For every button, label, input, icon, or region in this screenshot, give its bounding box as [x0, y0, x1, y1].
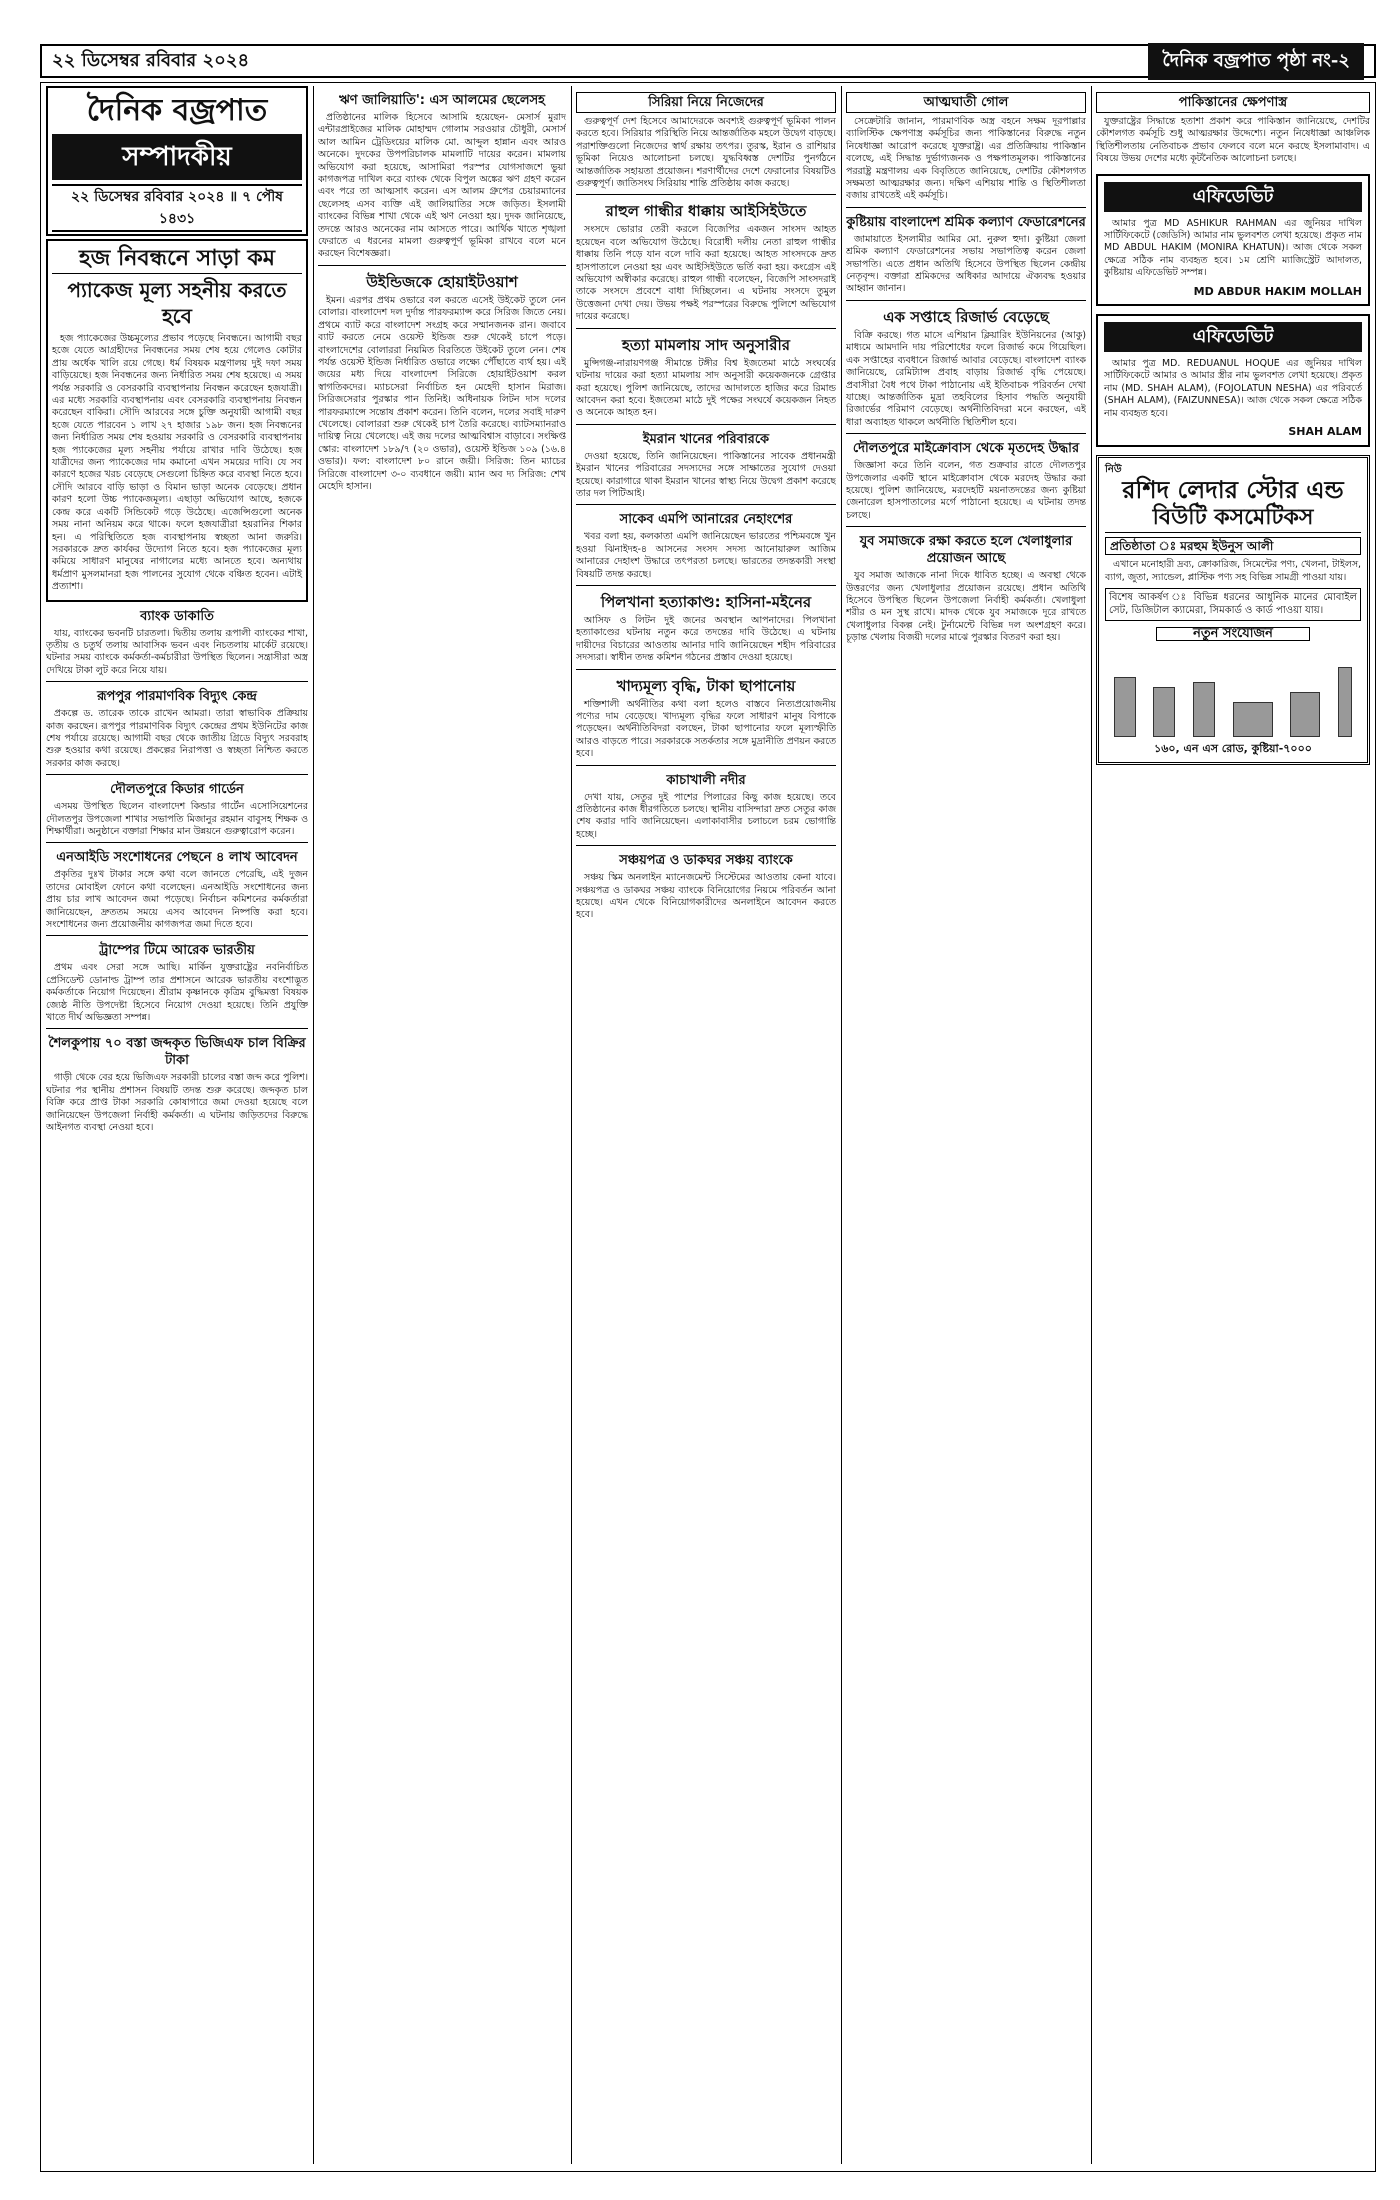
masthead: [46, 86, 308, 236]
article-headline: ঋণ জালিয়াতি': এস আলমের ছেলেসহ: [338, 93, 545, 108]
affidavit-signature: SHAH ALAM: [1288, 425, 1362, 439]
article-headline: পিলখানা হত্যাকাণ্ড: হাসিনা-মইনের: [600, 592, 812, 611]
shop-name: রশিদ লেদার স্টোর এন্ড: [1122, 475, 1344, 504]
page-header-bar: [40, 44, 1376, 78]
article-body: ইমন। এরপর প্রথম ওভারে বল করতে এসেই উইকেট তুলে নেন বোলার। বাংলাদেশ দল দুর্দান্ত পারফরম্যান্স করে সিরিজ জিতে নেয়। প্রথমে ব্যাট করে বাংলাদেশ সংগ্রহ করে সম্মানজনক রান। জবাবে ব্যাট করতে নেমে ওয়েস্ট ইন্ডিজ শুরু থেকেই চাপে পড়ে। বাংলাদেশের বোলাররা নিয়মিত বিরতিতে উইকেট তুলে নেন। শেষ পর্যন্ত ওয়েস্ট ইন্ডিজ নির্ধারিত ওভারে লক্ষ্যে পৌঁছাতে ব্যর্থ হয়। এই জয়ের মধ্য দিয়ে বাংলাদেশ সিরিজে হোয়াইটওয়াশ করল স্বাগতিকদের। ম্যাচসেরা নির্বাচিত হন মেহেদী হাসান মিরাজ। সিরিজসেরার পুরস্কার পান তিনিই। অধিনায়ক লিটন দাস দলের পারফরম্যান্সে সন্তোষ প্রকাশ করেন। তিনি বলেন, দলের সবাই দারুণ খেলেছে। বোলাররা শুরু থেকেই চাপ তৈরি করেছে। ব্যাটসম্যানরাও দায়িত্ব নিয়ে খেলেছে। এই জয় দলের আত্মবিশ্বাস বাড়াবে। সংক্ষিপ্ত স্কোর: বাংলাদেশ ১৮৯/৭ (২০ ওভার), ওয়েস্ট ইন্ডিজ ১০৯ (১৬.৪ ওভার)। ফল: বাংলাদেশ ৮০ রানে জয়ী। সিরিজ: তিন ম্যাচের সিরিজে বাংলাদেশ ৩-০ ব্যবধানে জয়ী। ম্যান অব দ্য সিরিজ: শেখ মেহেদি হাসান।: [318, 294, 566, 492]
article-divider: [576, 765, 836, 766]
article-body: প্রথম এবং সেরা সঙ্গে আছি। মার্কিন যুক্তরাষ্ট্রের নবনির্বাচিত প্রেসিডেন্ট ডোনাল্ড ট্রাম্প তার প্রশাসনে আরেক ভারতীয় বংশোদ্ভূত কর্মকর্তাকে নিয়োগ দিয়েছেন। শ্রীরাম কৃষ্ণানকে কৃত্রিম বুদ্ধিমত্তা বিষয়ক জ্যেষ্ঠ নীতি উপদেষ্টা হিসেবে নিয়োগ দেওয়া হয়েছে। তিনি প্রযুক্তি খাতে দীর্ঘ অভিজ্ঞতা সম্পন্ন।: [46, 962, 308, 1024]
header-page-label: দৈনিক বজ্রপাত পৃষ্ঠা নং-২: [1148, 43, 1364, 80]
affidavit-body: আমার পুত্র MD. REDUANUL HOQUE এর জুনিয়র দাখিল সার্টিফিকেটে আমার ও আমার স্ত্রীর নাম ভুলবশত লেখা হয়েছে। প্রকৃত নাম (MD. SHAH ALAM), (FOJOLATUN NESHA) এর পরিবর্তে (SHAH ALAM), (FAIZUNNESA)। আজ থেকে সকল ক্ষেত্রে সঠিক নাম ব্যবহৃত হবে।: [1104, 358, 1362, 419]
article-body: যুক্তরাষ্ট্রের সিদ্ধান্তে হতাশা প্রকাশ করে পাকিস্তান জানিয়েছে, দেশটির কৌশলগত কর্মসূচি শুধু আত্মরক্ষার উদ্দেশ্যে। নতুন নিষেধাজ্ঞা আঞ্চলিক স্থিতিশীলতায় নেতিবাচক প্রভাব ফেলবে বলে মনে করছে ইসলামাবাদ। এ বিষয়ে উভয় দেশের মধ্যে কূটনৈতিক আলোচনা চলছে।: [1096, 116, 1370, 165]
article-divider: [576, 845, 836, 846]
article-body: মুন্সিগঞ্জ-নারায়ণগঞ্জ সীমান্তে টঙ্গীর বিশ্ব ইজতেমা মাঠে সংঘর্ষের ঘটনায় দায়ের করা হত্যা মামলায় সাদ অনুসারী কয়েকজনকে গ্রেপ্তার করা হয়েছে। পুলিশ জানিয়েছে, তাদের আদালতে হাজির করে রিমান্ড আবেদন করা হবে। ইজতেমা মাঠে দুই পক্ষের সংঘর্ষে কয়েকজন নিহত ও অনেকে আহত হন।: [576, 357, 836, 419]
article-body: যায়, ব্যাংকের ভবনটি চারতলা। দ্বিতীয় তলায় রূপালী ব্যাংকের শাখা, তৃতীয় ও চতুর্থ তলায় আবাসিক ভবন এবং নিচতলায় মার্কেট রয়েছে। ঘটনার সময় ব্যাংকে কর্মকর্তা-কর্মচারীরা উপস্থিত ছিলেন। সন্ত্রাসীরা অস্ত্র দেখিয়ে টাকা লুট করে নিয়ে যায়।: [46, 627, 308, 676]
article-divider: [846, 526, 1086, 527]
article-body: দেওয়া হয়েছে, তিনি জানিয়েছেন। পাকিস্তানের সাবেক প্রধানমন্ত্রী ইমরান খানের পরিবারের সদস্যদের সঙ্গে সাক্ষাতের সুযোগ দেওয়া হয়েছে। কারাগারে থাকা ইমরান খানের স্বাস্থ্য নিয়ে উদ্বেগ প্রকাশ করেছে তার দল পিটিআই।: [576, 450, 836, 499]
shop-advertisement: [1096, 455, 1370, 765]
affidavit-title: এফিডেভিট: [1104, 182, 1362, 212]
article-body: প্রতিষ্ঠানের মালিক হিসেবে আসামি হয়েছেন- মেসার্স মুরাদ এন্টারপ্রাইজের মালিক মোহাম্মদ গোলাম সরওয়ার চৌধুরী, মেসার্স আল আমিন ট্রেডিংয়ের মালিক মো. আব্দুল হান্নান এবং আরও অনেকে। দুদকের উপপরিচালক মামলাটি দায়ের করেন। মামলায় অভিযোগ করা হয়েছে, আসামিরা পরস্পর যোগসাজশে ভুয়া কাগজপত্র দাখিল করে ব্যাংক থেকে বিপুল অঙ্কের ঋণ গ্রহণ করেন এবং পরে তা আত্মসাৎ করেন। এস আলম গ্রুপের চেয়ারম্যানের ছেলেসহ এসব ব্যক্তি এই জালিয়াতির সঙ্গে জড়িত। ইসলামী ব্যাংকের বিভিন্ন শাখা থেকে এই ঋণ নেওয়া হয়। দুদক জানিয়েছে, তদন্তে আরও অনেকের নাম আসতে পারে। আর্থিক খাতে শৃঙ্খলা ফেরাতে এ ধরনের মামলা গুরুত্বপূর্ণ ভূমিকা রাখবে বলে মনে করছেন বিশেষজ্ঞরা।: [318, 112, 566, 260]
article-headline: রূপপুর পারমাণবিক বিদ্যুৎ কেন্দ্র: [97, 689, 257, 705]
article-body: গুরুত্বপূর্ণ দেশ হিসেবে আমাদেরকে অবশ্যই গুরুত্বপূর্ণ ভূমিকা পালন করতে হবে। সিরিয়ার পরিস্থিতি নিয়ে আন্তর্জাতিক মহলে উদ্বেগ বাড়ছে। পরাশক্তিগুলো নিজেদের স্বার্থ রক্ষায় তৎপর। তুরস্ক, ইরান ও রাশিয়ার ভূমিকা নিয়েও আলোচনা চলছে। যুদ্ধবিধ্বস্ত দেশটির পুনর্গঠনে আন্তর্জাতিক সহায়তা প্রয়োজন। শরণার্থীদের দেশে ফেরানোর বিষয়টিও গুরুত্বপূর্ণ। জাতিসংঘ সিরিয়ায় শান্তি প্রতিষ্ঠায় কাজ করছে।: [576, 116, 836, 190]
article-headline: খাদ্যমূল্য বৃদ্ধি, টাকা ছাপানোয়: [616, 676, 796, 695]
article-divider: [318, 265, 566, 266]
newspaper-name: দৈনিক বজ্রপাত: [86, 93, 268, 128]
column-divider: [1091, 86, 1092, 2164]
column-3: [576, 86, 836, 2161]
camera-icon: [1233, 702, 1273, 737]
article-body: দেখা যায়, সেতুর দুই পাশের পিলারের কিছু কাজ হয়েছে। তবে প্রতিষ্ঠানের কাজ ধীরগতিতে চলছে। স্থানীয় বাসিন্দারা দ্রুত সেতুর কাজ শেষ করার দাবি জানিয়েছেন। এলাকাবাসীর চলাচলে চরম ভোগান্তি হচ্ছে।: [576, 791, 836, 840]
article-headline: ইমরান খানের পরিবারকে: [642, 431, 770, 447]
column-4: [846, 86, 1086, 1326]
article-headline: রাহুল গান্ধীর ধাক্কায় আইসিইউতে: [605, 202, 807, 221]
article-body: আসিফ ও লিটন দুই জনের অবস্থান আপনাদের। পিলখানা হত্যাকাণ্ডের ঘটনায় নতুন করে তদন্তের দাবি উঠেছে। এ ঘটনায় দায়ীদের বিচারের আওতায় আনার দাবি জানিয়েছেন শহীদ পরিবারের সদস্যরা। স্বাধীন তদন্ত কমিশন গঠনের প্রস্তাব দেওয়া হয়েছে।: [576, 614, 836, 664]
article-body: জিজ্ঞাসা করে তিনি বলেন, গত শুক্রবার রাতে দৌলতপুর উপজেলার একটি স্থানে মাইক্রোবাস থেকে মরদেহ উদ্ধার করা হয়েছে। পুলিশ জানিয়েছে, মরদেহটি ময়নাতদন্তের জন্য কুষ্টিয়া জেনারেল হাসপাতালের মর্গে পাঠানো হয়েছে। এ ঘটনায় তদন্ত চলছে।: [846, 460, 1086, 521]
masthead-date: ২২ ডিসেম্বর রবিবার ২০২৪ ॥ ৭ পৌষ ১৪৩১: [52, 184, 302, 232]
article-headline: এক সপ্তাহে রিজার্ভ বেড়েছে: [883, 307, 1049, 326]
article-headline: সিরিয়া নিয়ে নিজেদের: [576, 92, 836, 113]
affidavit-ad: [1096, 314, 1370, 446]
article-divider: [46, 1028, 308, 1029]
article-headline: ট্রাম্পের টিমে আরেক ভারতীয়: [99, 943, 255, 959]
column-5: [1096, 86, 1370, 2161]
article-headline: সাকেব এমপি আনারের নেহাংশের: [619, 512, 793, 528]
shop-name-line2: বিউটি কসমেটিকস: [1105, 504, 1361, 533]
shop-special: বিশেষ আকর্ষণ ঃ বিভিন্ন ধরনের আধুনিক মানের মোবাইল সেট, ডিজিটাল ক্যামেরা, সিমকার্ড ও কার্ড পাওয়া যায়।: [1105, 588, 1361, 621]
article-headline: কুষ্টিয়ায় বাংলাদেশ শ্রমিক কল্যাণ ফেডারেশনের: [846, 214, 1086, 230]
article-divider: [46, 681, 308, 682]
phone-icon: [1114, 677, 1136, 737]
shop-description: এখানে মনোহারী দ্রব্য, ক্রোকারিজ, সিমেন্টের পণ্য, খেলনা, টাইলস, ব্যাগ, জুতা, স্যান্ডেল, প্লাস্টিক পণ্য সহ বিভিন্ন সামগ্রী পাওয়া যায়।: [1105, 559, 1361, 583]
article-body: শক্তিশালী অর্থনীতির কথা বলা হলেও বাস্তবে নিত্যপ্রয়োজনীয় পণ্যের দাম বেড়েছে। খাদ্যমূল্য বৃদ্ধির ফলে সাধারণ মানুষ বিপাকে পড়েছেন। অর্থনীতিবিদরা বলছেন, টাকা ছাপানোর ফলে মূল্যস্ফীতি আরও বাড়তে পারে। সরকারকে সতর্কতার সঙ্গে মুদ্রানীতি প্রণয়ন করতে হবে।: [576, 698, 836, 760]
editorial-article: [46, 239, 308, 602]
shop-prefix: নিউ: [1105, 463, 1122, 475]
camera-icon: [1290, 692, 1320, 737]
shop-address: ১৬০, এন এস রোড, কুষ্টিয়া-৭০০০: [1154, 742, 1312, 756]
article-body: সেক্রেটারি জানান, পারমাণবিক অস্ত্র বহনে সক্ষম দূরপাল্লার ব্যালিস্টিক ক্ষেপণাস্ত্র কর্মসূচির জন্য পাকিস্তানের বিরুদ্ধে নতুন নিষেধাজ্ঞা আরোপ করেছে যুক্তরাষ্ট্র। এর প্রতিক্রিয়ায় পাকিস্তান বলেছে, এই সিদ্ধান্ত দুর্ভাগ্যজনক ও পক্ষপাতমূলক। পাকিস্তানের পররাষ্ট্র মন্ত্রণালয় এক বিবৃতিতে জানিয়েছে, দেশটির কৌশলগত সক্ষমতা আত্মরক্ষার জন্য। দক্ষিণ এশিয়ায় শান্তি ও স্থিতিশীলতা বজায় রাখতেই এই কর্মসূচি।: [846, 116, 1086, 202]
column-2: [318, 86, 566, 2161]
shop-founder: প্রতিষ্ঠাতা ঃ মরহুম ইউনুস আলী: [1105, 537, 1361, 555]
article-headline: যুব সমাজকে রক্ষা করতে হলে খেলাধুলার প্রয়োজন আছে: [859, 534, 1073, 567]
article-divider: [846, 300, 1086, 301]
article-body: সংসদে ভোরার তেরী করলে বিজেপির একজন সাংসদ আহত হয়েছেন বলে অভিযোগ উঠেছে। বিরোধী দলীয় নেতা রাহুল গান্ধীর ধাক্কায় তিনি পড়ে যান বলে দাবি করা হয়েছে। আহত সাংসদকে দ্রুত হাসপাতালে নেওয়া হয় এবং আইসিইউতে ভর্তি করা হয়। কংগ্রেস এই অভিযোগ অস্বীকার করেছে। রাহুল গান্ধী বলেছেন, বিজেপি সাংসদরাই তাকে সংসদে প্রবেশে বাধা দিচ্ছিলেন। এ ঘটনায় সংসদে তুমুল উত্তেজনা দেখা দেয়। উভয় পক্ষই পরস্পরের বিরুদ্ধে পুলিশে অভিযোগ দায়ের করেছে।: [576, 224, 836, 323]
article-body: সঞ্চয় স্কিম অনলাইন ম্যানেজমেন্ট সিস্টেমের আওতায় কেনা যাবে। সঞ্চয়পত্র ও ডাকঘর সঞ্চয় ব্যাংকে বিনিয়োগের নিয়মে পরিবর্তন আনা হয়েছে। এখন থেকে বিনিয়োগকারীদের অনলাইনে আবেদন করতে হবে।: [576, 872, 836, 921]
affidavit-signature: MD ABDUR HAKIM MOLLAH: [1193, 284, 1362, 298]
editorial-body: হজ প্যাকেজের উচ্চমূল্যের প্রভাব পড়েছে নিবন্ধনে। আগামী বছর হজে যেতে আগ্রহীদের নিবন্ধনের সময় শেষ হয়ে গেলেও কোটার প্রায় অর্ধেক খালি রয়ে গেছে। ধর্ম বিষয়ক মন্ত্রণালয় দুই দফা সময় বাড়িয়েছে। হজ নিবন্ধনের জন্য নির্ধারিত সময় শেষ হয়েছে। এ সময় পর্যন্ত সরকারি ও বেসরকারি ব্যবস্থাপনায় নিবন্ধন করেছেন হজযাত্রী। এর মধ্যে সরকারি ব্যবস্থাপনায় এবং বেসরকারি ব্যবস্থাপনায় নিবন্ধন করেছেন বাকিরা। সৌদি আরবের সঙ্গে চুক্তি অনুযায়ী আগামী বছর হজে যেতে পারবেন ১ লাখ ২৭ হাজার ১৯৮ জন। হজ নিবন্ধনের জন্য নির্ধারিত সময় শেষ হওয়ায় সরকারি ও বেসরকারি ব্যবস্থাপনায় হজ প্যাকেজের মূল্য সহনীয় পর্যায়ে রাখার দাবি উঠেছে। হজ যাত্রীদের জন্য প্যাকেজের দাম কমানো এখন সময়ের দাবি। যে সব কারণে হজের খরচ বেড়েছে সেগুলো চিহ্নিত করে ব্যবস্থা নিতে হবে। সৌদি আরবে বাড়ি ভাড়া ও বিমান ভাড়া অনেক বেড়েছে। প্রধান কারণ হলো উচ্চ প্যাকেজমূল্য। এছাড়া অভিযোগ আছে, হজকে কেন্দ্র করে একটি সিন্ডিকেট গড়ে উঠেছে। এজেন্সিগুলো অনেক সময় নানা অনিয়ম করে থাকে। ফলে হজযাত্রীরা হয়রানির শিকার হন। এ পরিস্থিতিতে হজ ব্যবস্থাপনায় স্বচ্ছতা আনা জরুরি। সরকারকে দ্রুত কার্যকর উদ্যোগ নিতে হবে। হজ প্যাকেজের মূল্য কমিয়ে সাধারণ মানুষের নাগালের মধ্যে আনতে হবে। অন্যথায় ধর্মপ্রাণ মুসলমানরা হজ পালনের সুযোগ থেকে বঞ্চিত হবেন। এটাই প্রত্যাশা।: [52, 333, 302, 593]
article-headline: দৌলতপুরে মাইক্রোবাস থেকে মৃতদেহ উদ্ধার: [852, 441, 1080, 457]
article-headline: আত্মঘাতী গোল: [846, 92, 1086, 113]
editorial-subheadline: প্যাকেজ মূল্য সহনীয় করতে হবে: [67, 278, 287, 328]
tripod-icon: [1338, 667, 1352, 737]
column-1: [46, 86, 308, 2161]
article-body: প্রকল্পে ড. তারেক তাকে রাখেন আমরা। তারা স্বাভাবিক প্রক্রিয়ায় কাজ করছেন। রূপপুর পারমাণবিক বিদ্যুৎ কেন্দ্রের প্রথম ইউনিটের কাজ শেষ পর্যায়ে রয়েছে। আগামী বছর থেকে জাতীয় গ্রিডে বিদ্যুৎ সরবরাহ শুরু হওয়ার কথা রয়েছে। প্রকল্পের নিরাপত্তা ও স্বচ্ছতা নিশ্চিত করতে সরকার কাজ করছে।: [46, 708, 308, 769]
article-body: খবর বলা হয়, কলকাতা এমপি জানিয়েছেন ভারতের পশ্চিমবঙ্গে খুন হওয়া ঝিনাইদহ-৪ আসনের সংসদ সদস্য আনোয়ারুল আজিম আনারের দেহাংশ উদ্ধারে তৎপরতা চলছে। ভারতের তদন্তকারী সংস্থা বিষয়টি তদন্ত করছে।: [576, 531, 836, 580]
column-divider: [571, 86, 572, 2164]
phone-icon: [1153, 687, 1175, 737]
product-images: [1105, 647, 1361, 737]
article-body: এসময় উপস্থিত ছিলেন বাংলাদেশ কিন্ডার গার্টেন এসোসিয়েশনের দৌলতপুর উপজেলা শাখার সভাপতি মিজানুর রহমান বাবুসহ শিক্ষক ও শিক্ষার্থীরা। অনুষ্ঠানে বক্তারা শিক্ষার মান উন্নয়নে গুরুত্বারোপ করেন।: [46, 801, 308, 837]
article-divider: [576, 504, 836, 505]
article-divider: [846, 433, 1086, 434]
article-divider: [46, 842, 308, 843]
article-body: গাড়ী থেকে বের হয়ে ভিজিএফ সরকারী চালের বস্তা জব্দ করে পুলিশ। ঘটনার পর স্থানীয় প্রশাসন বিষয়টি তদন্ত শুরু করেছে। জব্দকৃত চাল বিক্রি করে প্রাপ্ত টাকা সরকারি কোষাগারে জমা দেওয়া হয়েছে বলে জানিয়েছেন উপজেলা নির্বাহী কর্মকর্তা। এ ঘটনায় জড়িতদের বিরুদ্ধে আইনগত ব্যবস্থা নেওয়া হবে।: [46, 1072, 308, 1134]
section-title: সম্পাদকীয়: [52, 134, 302, 180]
article-headline: পাকিস্তানের ক্ষেপণাস্ত্র: [1096, 92, 1370, 113]
article-headline: এনআইডি সংশোধনের পেছনে ৪ লাখ আবেদন: [56, 850, 298, 866]
column-divider: [841, 86, 842, 2164]
article-headline: দৌলতপুরে কিডার গার্ডেন: [110, 782, 244, 798]
article-divider: [576, 194, 836, 195]
affidavit-title: এফিডেভিট: [1104, 322, 1362, 352]
shop-new-addition: নতুন সংযোজন: [1156, 627, 1310, 641]
article-headline: সঞ্চয়পত্র ও ডাকঘর সঞ্চয় ব্যাংকে: [619, 853, 793, 869]
affidavit-body: আমার পুত্র MD ASHIKUR RAHMAN এর জুনিয়র দাখিল সার্টিফিকেটে (জেডিসি) আমার নাম ভুলবশত লেখা হয়েছে। প্রকৃত নাম MD ABDUL HAKIM (MONIRA KHATUN)। আজ থেকে সকল ক্ষেত্রে সঠিক নাম ব্যবহৃত হবে। ১ম শ্রেণি ম্যাজিস্ট্রেট আদালত, কুষ্টিয়ায় এফিডেভিট সম্পন্ন।: [1104, 217, 1362, 279]
header-date: ২২ ডিসেম্বর রবিবার ২০২৪: [52, 49, 250, 71]
article-headline: ব্যাংক ডাকাতি: [140, 608, 214, 624]
article-divider: [846, 207, 1086, 208]
article-body: বিক্রি করছে। গত মাসে এশিয়ান ক্লিয়ারিং ইউনিয়নের (আকু) মাধ্যমে আমদানি দায় পরিশোধের ফলে রিজার্ভ কমে গিয়েছিল। এক সপ্তাহের ব্যবধানে রিজার্ভ আবার বেড়েছে। বাংলাদেশ ব্যাংক জানিয়েছে, রেমিট্যান্স প্রবাহ বাড়ায় রিজার্ভ বৃদ্ধি পেয়েছে। প্রবাসীরা বৈধ পথে টাকা পাঠানোয় এই ইতিবাচক পরিবর্তন দেখা যাচ্ছে। আন্তর্জাতিক মুদ্রা তহবিলের হিসাব পদ্ধতি অনুযায়ী রিজার্ভের পরিমাণ বেড়েছে। অর্থনীতিবিদরা মনে করছেন, এই ধারা অব্যাহত থাকলে অর্থনীতি স্থিতিশীল হবে।: [846, 329, 1086, 428]
article-divider: [576, 669, 836, 670]
column-divider: [313, 86, 314, 2164]
article-divider: [576, 328, 836, 329]
affidavit-ad: [1096, 174, 1370, 306]
article-headline: শৈলকুপায় ৭০ বস্তা জব্দকৃত ভিজিএফ চাল বিক্রির টাকা: [48, 1036, 306, 1069]
article-headline: উইন্ডিজকে হোয়াইটওয়াশ: [366, 272, 518, 291]
article-divider: [576, 585, 836, 586]
article-headline: কাচাখালী নদীর: [666, 772, 746, 788]
article-divider: [576, 424, 836, 425]
editorial-headline: হজ নিবন্ধনে সাড়া কম: [52, 245, 302, 274]
article-body: জামায়াতে ইসলামীর আমির মো. নুরুল হুদা। কুষ্টিয়া জেলা শ্রমিক কল্যাণ ফেডারেশনের সভায় সভাপতিত্ব করেন জেলা সভাপতি। এতে প্রধান অতিথি হিসেবে উপস্থিত ছিলেন কেন্দ্রীয় নেতৃবৃন্দ। বক্তারা শ্রমিকদের অধিকার আদায়ে ঐক্যবদ্ধ হওয়ার আহ্বান জানান।: [846, 233, 1086, 295]
phone-icon: [1193, 682, 1215, 737]
article-headline: হত্যা মামলায় সাদ অনুসারীর: [621, 335, 790, 354]
article-body: যুব সমাজ আজকে নানা দিকে ধাবিত হচ্ছে। এ অবস্থা থেকে উত্তরণের জন্য খেলাধুলার প্রয়োজন রয়েছে। প্রধান অতিথি হিসেবে উপস্থিত ছিলেন উপজেলা নির্বাহী কর্মকর্তা। খেলাধুলা শরীর ও মন সুস্থ রাখে। মাদক থেকে যুব সমাজকে দূরে রাখতে খেলাধুলার বিকল্প নেই। টুর্নামেন্টে বিভিন্ন দল অংশগ্রহণ করে। চূড়ান্ত খেলায় বিজয়ী দলের মাঝে পুরস্কার বিতরণ করা হয়।: [846, 570, 1086, 644]
article-body: প্রকৃতির দুঃখ টাকার সঙ্গে কথা বলে জানতে পেরেছি, এই দুজন তাদের মোবাইল ফোনে কথা বলেছেন। এনআইডি সংশোধনের জন্য প্রায় চার লাখ আবেদন জমা পড়েছে। নির্বাচন কমিশনের কর্মকর্তারা জানিয়েছেন, দ্রুততম সময়ে এসব আবেদন নিষ্পত্তি করা হবে। সংশোধনের জন্য প্রয়োজনীয় কাগজপত্র জমা দিতে হবে।: [46, 869, 308, 931]
article-divider: [46, 935, 308, 936]
article-divider: [46, 774, 308, 775]
